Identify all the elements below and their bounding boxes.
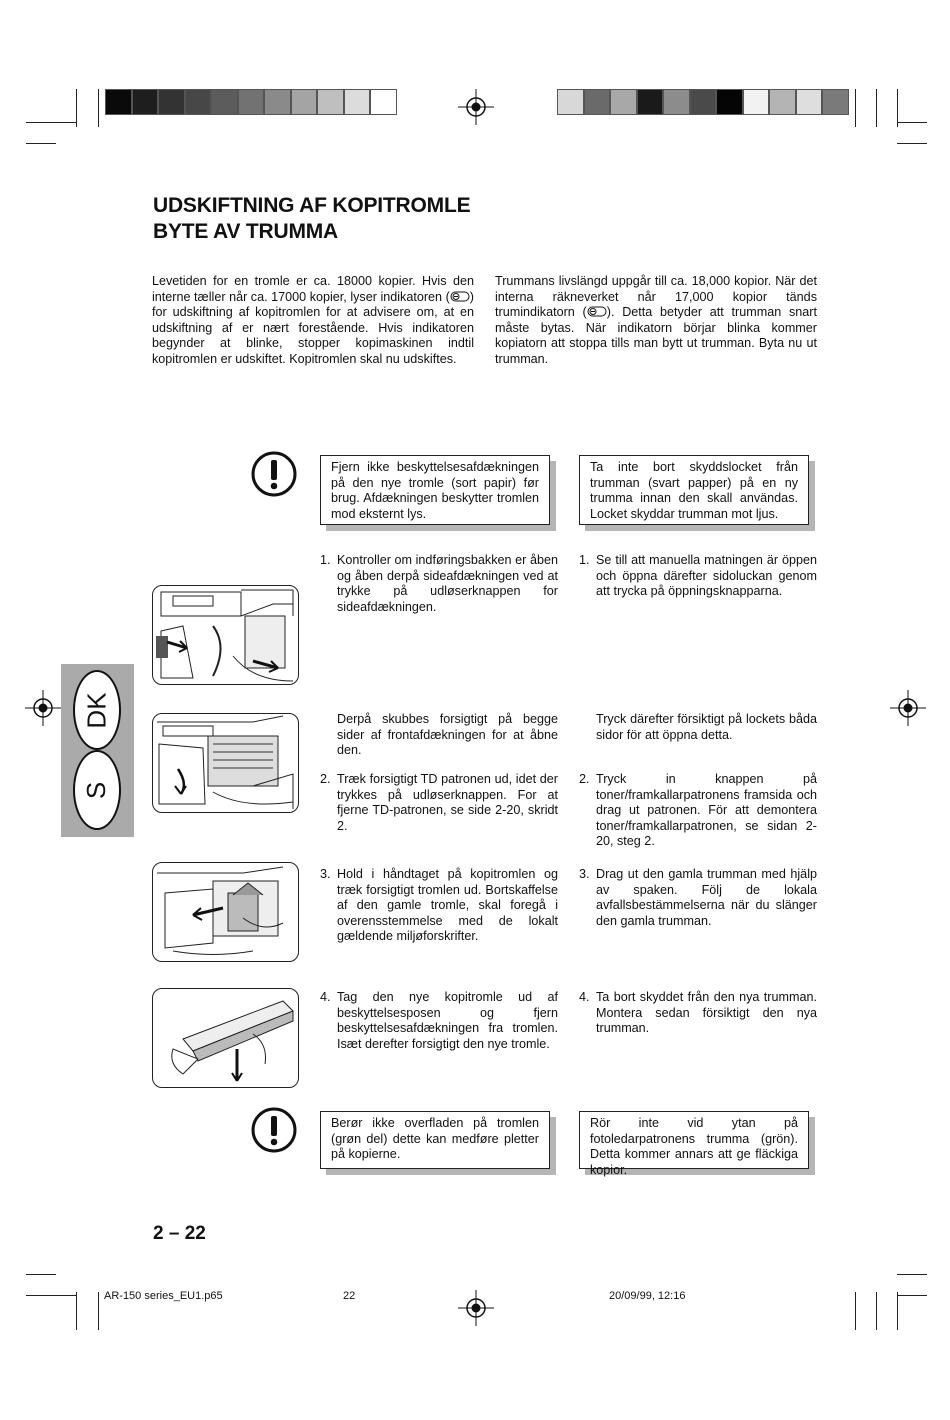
- warning-box-danish: Berør ikke overfladen på tromlen (grøn del) dette kan medføre pletter på kopierne.: [320, 1111, 550, 1169]
- registration-target-icon: [458, 1290, 494, 1326]
- crop-mark: [897, 1292, 898, 1330]
- page-title: [153, 193, 470, 245]
- exclamation-circle-icon: [251, 451, 297, 497]
- registration-target-icon: [458, 89, 494, 125]
- crop-mark: [897, 1295, 927, 1296]
- title-danish: UDSKIFTNING AF KOPITROMLE: [153, 194, 471, 217]
- crop-mark: [876, 1292, 877, 1330]
- color-swatch: [796, 89, 823, 115]
- footer-page: 22: [343, 1290, 356, 1302]
- registration-target-icon: [890, 690, 926, 726]
- language-side-tab: [61, 664, 134, 837]
- illustration-open-side-cover: [152, 585, 299, 685]
- color-swatch: [158, 89, 185, 115]
- crop-mark: [98, 89, 99, 127]
- color-swatch: [211, 89, 238, 115]
- color-swatch: [132, 89, 159, 115]
- color-swatch: [291, 89, 318, 115]
- registration-target-icon: [25, 690, 61, 726]
- step-4-swedish: 4. Ta bort skyddet från den nya trumman. Montera sedan försiktigt den nya trumman.: [579, 990, 817, 1036]
- step-1b-swedish: Tryck därefter försiktigt på lockets båda sidor för att öppna detta.: [596, 712, 817, 742]
- crop-mark: [855, 1292, 856, 1330]
- language-tab-dk: DK: [73, 670, 121, 750]
- color-swatch: [663, 89, 690, 115]
- step-3-swedish: 3. Drag ut den gamla trumman med hjälp av spaken. Följ de lokala avfallsbestämmelserna när du slänger den gamla trumman.: [579, 867, 817, 928]
- color-swatch: [743, 89, 770, 115]
- color-swatch: [264, 89, 291, 115]
- crop-mark: [76, 1292, 77, 1330]
- color-swatch: [822, 89, 849, 115]
- illustration-open-front-cover: [152, 713, 299, 813]
- step-1b-danish: Derpå skubbes forsigtigt på begge sider af frontafdækningen for at åbne den.: [337, 712, 558, 758]
- crop-mark: [76, 89, 77, 127]
- color-swatch: [370, 89, 397, 115]
- crop-mark: [876, 89, 877, 127]
- illustration-pull-out-drum: [152, 862, 299, 962]
- step-2-danish: 2. Træk forsigtigt TD patronen ud, idet der trykkes på udløserknappen. For at fjerne TD-patronen, se side 2-20, skridt 2.: [320, 772, 558, 833]
- crop-mark: [26, 1274, 56, 1275]
- warning-box-swedish: Ta inte bort skyddslocket från trumman (svart papper) på en ny trumma innan den skall användas. Locket skyddar trumman mot ljus.: [579, 455, 809, 525]
- exclamation-circle-icon: [251, 1107, 297, 1153]
- intro-swedish: Trummans livslängd uppgår till ca. 18,000 kopior. När det interna räkneverket når 17,000 kopior tänds trumindikatorn ( ). Detta betyder att trumman snart måste bytas. När indikatorn börjar blinka kommer kopiatorn att stoppa tills man bytt ut trumman. Byta nu ut trumman.: [495, 274, 817, 366]
- language-tab-s: S: [73, 750, 121, 830]
- color-swatch: [238, 89, 265, 115]
- footer-date: 20/09/99, 12:16: [609, 1290, 686, 1302]
- step-4-danish: 4. Tag den nye kopitromle ud af beskyttelsesposen og fjern beskyttelsesafdækningen fra tromlen. Isæt derefter forsigtigt den nye tromle.: [320, 990, 558, 1051]
- warning-box-swedish: Rör inte vid ytan på fotoledarpatronens trumma (grön). Detta kommer annars att ge fläckiga kopior.: [579, 1111, 809, 1169]
- crop-mark: [855, 89, 856, 127]
- illustration-new-drum: [152, 988, 299, 1088]
- color-swatch: [690, 89, 717, 115]
- color-swatch: [105, 89, 132, 115]
- page-number: 2 – 22: [153, 1223, 206, 1244]
- title-swedish: BYTE AV TRUMMA: [153, 220, 339, 243]
- drum-indicator-icon: [450, 291, 470, 302]
- color-swatch: [344, 89, 371, 115]
- crop-mark: [26, 1295, 76, 1296]
- crop-mark: [897, 1274, 927, 1275]
- step-1-swedish: 1. Se till att manuella matningen är öppen och öppna därefter sidoluckan genom att trycka på öppningsknapparna.: [579, 553, 817, 599]
- crop-mark: [897, 122, 927, 123]
- crop-mark: [98, 1292, 99, 1330]
- color-swatch: [610, 89, 637, 115]
- crop-mark: [26, 122, 76, 123]
- step-1-danish: 1. Kontroller om indføringsbakken er åben og åben derpå sideafdækningen ved at trykke på udløserknappen for sideafdækningen.: [320, 553, 558, 614]
- color-swatch: [317, 89, 344, 115]
- footer-filename: AR-150 series_EU1.p65: [104, 1290, 223, 1302]
- color-swatch: [769, 89, 796, 115]
- crop-mark: [897, 143, 927, 144]
- color-swatch: [637, 89, 664, 115]
- color-swatch: [584, 89, 611, 115]
- intro-danish: Levetiden for en tromle er ca. 18000 kopier. Hvis den interne tæller når ca. 17000 kopier, lyser indikatoren ( ) for udskiftning af kopitromlen for at advisere om, at en udskiftning af er nært forestående. Hvis indikatoren begynder at blinke, stopper kopimaskinen indtil kopitromlen er udskiftet. Kopitromlen skal nu udskiftes.: [152, 274, 474, 366]
- crop-mark: [26, 143, 56, 144]
- warning-box-danish: Fjern ikke beskyttelsesafdækningen på den nye tromle (sort papir) før brug. Afdækningen beskytter tromlen mod eksternt lys.: [320, 455, 550, 525]
- step-2-swedish: 2. Tryck in knappen på toner/framkallarpatronens framsida och drag ut patronen. För att demontera toner/framkallarpatronen, se sidan 2-20, steg 2.: [579, 772, 817, 849]
- color-swatch: [557, 89, 584, 115]
- drum-indicator-icon: [587, 306, 607, 317]
- color-swatch: [716, 89, 743, 115]
- step-3-danish: 3. Hold i håndtaget på kopitromlen og træk forsigtigt tromlen ud. Bortskaffelse af den gamle tromle, skal foregå i overensstemmelse med de lokalt gældende miljøforskrifter.: [320, 867, 558, 944]
- color-swatch: [185, 89, 212, 115]
